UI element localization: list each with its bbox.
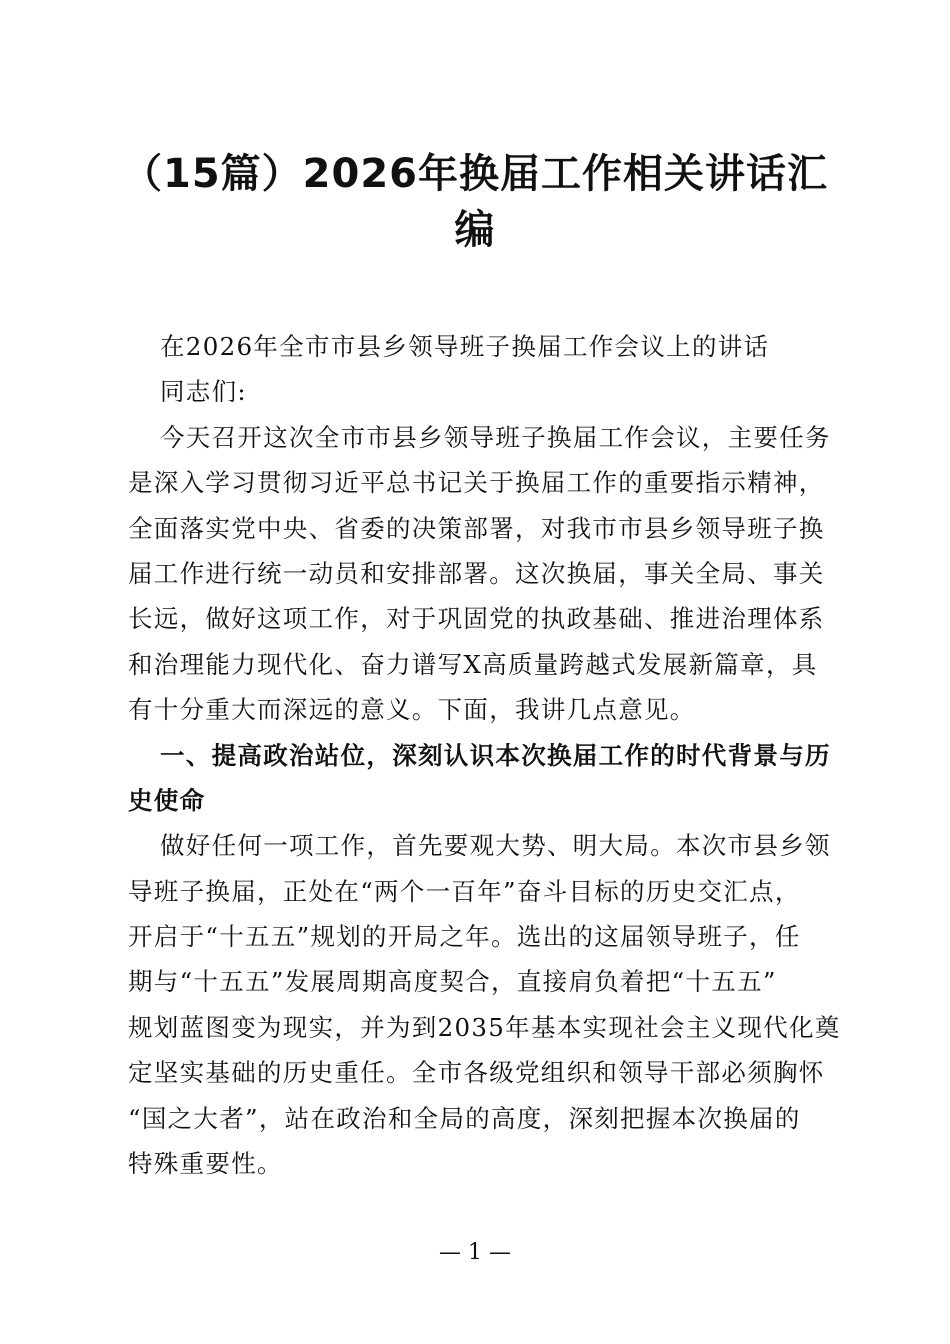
paragraph-1 — [128, 415, 832, 733]
heading-line: 一、提高政治站位，深刻认识本次换届工作的时代背景与历 — [160, 740, 831, 770]
paragraph-line: “国之大者”，站在政治和全局的高度，深刻把握本次换届的 — [128, 1103, 801, 1133]
speech-subtitle: 在2026年全市市县乡领导班子换届工作会议上的讲话 — [160, 332, 770, 361]
paragraph-line: 全面落实党中央、省委的决策部署，对我市市县乡领导班子换 — [128, 513, 825, 543]
paragraph-line: 届工作进行统一动员和安排部署。这次换届，事关全局、事关 — [128, 558, 825, 588]
document-body — [128, 324, 841, 1186]
paragraph-line: 期与“十五五”发展周期高度契合，直接肩负着把“十五五” — [128, 967, 777, 997]
paragraph-line: 开启于“十五五”规划的开局之年。选出的这届领导班子，任 — [128, 922, 801, 952]
paragraph-line: 是深入学习贯彻习近平总书记关于换届工作的重要指示精神， — [128, 468, 825, 498]
salutation: 同志们: — [160, 377, 247, 407]
heading-line: 史使命 — [128, 785, 206, 815]
paragraph-line: 和治理能力现代化、奋力谱写X高质量跨越式发展新篇章，具 — [128, 649, 818, 679]
paragraph-line: 规划蓝图变为现实，并为到2035年基本实现社会主义现代化奠 — [128, 1012, 841, 1042]
page-number: — 1 — — [439, 1240, 511, 1265]
document-title: （15篇）2026年换届工作相关讲话汇编 — [122, 151, 828, 253]
paragraph-line: 做好任何一项工作，首先要观大势、明大局。本次市县乡领 — [160, 831, 831, 861]
paragraph-line: 定坚实基础的历史重任。全市各级党组织和领导干部必须胸怀 — [128, 1058, 825, 1088]
section-heading-1 — [128, 733, 832, 824]
paragraph-line: 今天召开这次全市市县乡领导班子换届工作会议，主要任务 — [160, 422, 831, 452]
paragraph-2 — [128, 823, 841, 1186]
paragraph-line: 特殊重要性。 — [128, 1149, 283, 1179]
paragraph-line: 导班子换届，正处在“两个一百年”奋斗目标的历史交汇点， — [128, 876, 801, 906]
paragraph-line: 长远，做好这项工作，对于巩固党的执政基础、推进治理体系 — [128, 604, 825, 634]
paragraph-line: 有十分重大而深远的意义。下面，我讲几点意见。 — [128, 695, 696, 725]
